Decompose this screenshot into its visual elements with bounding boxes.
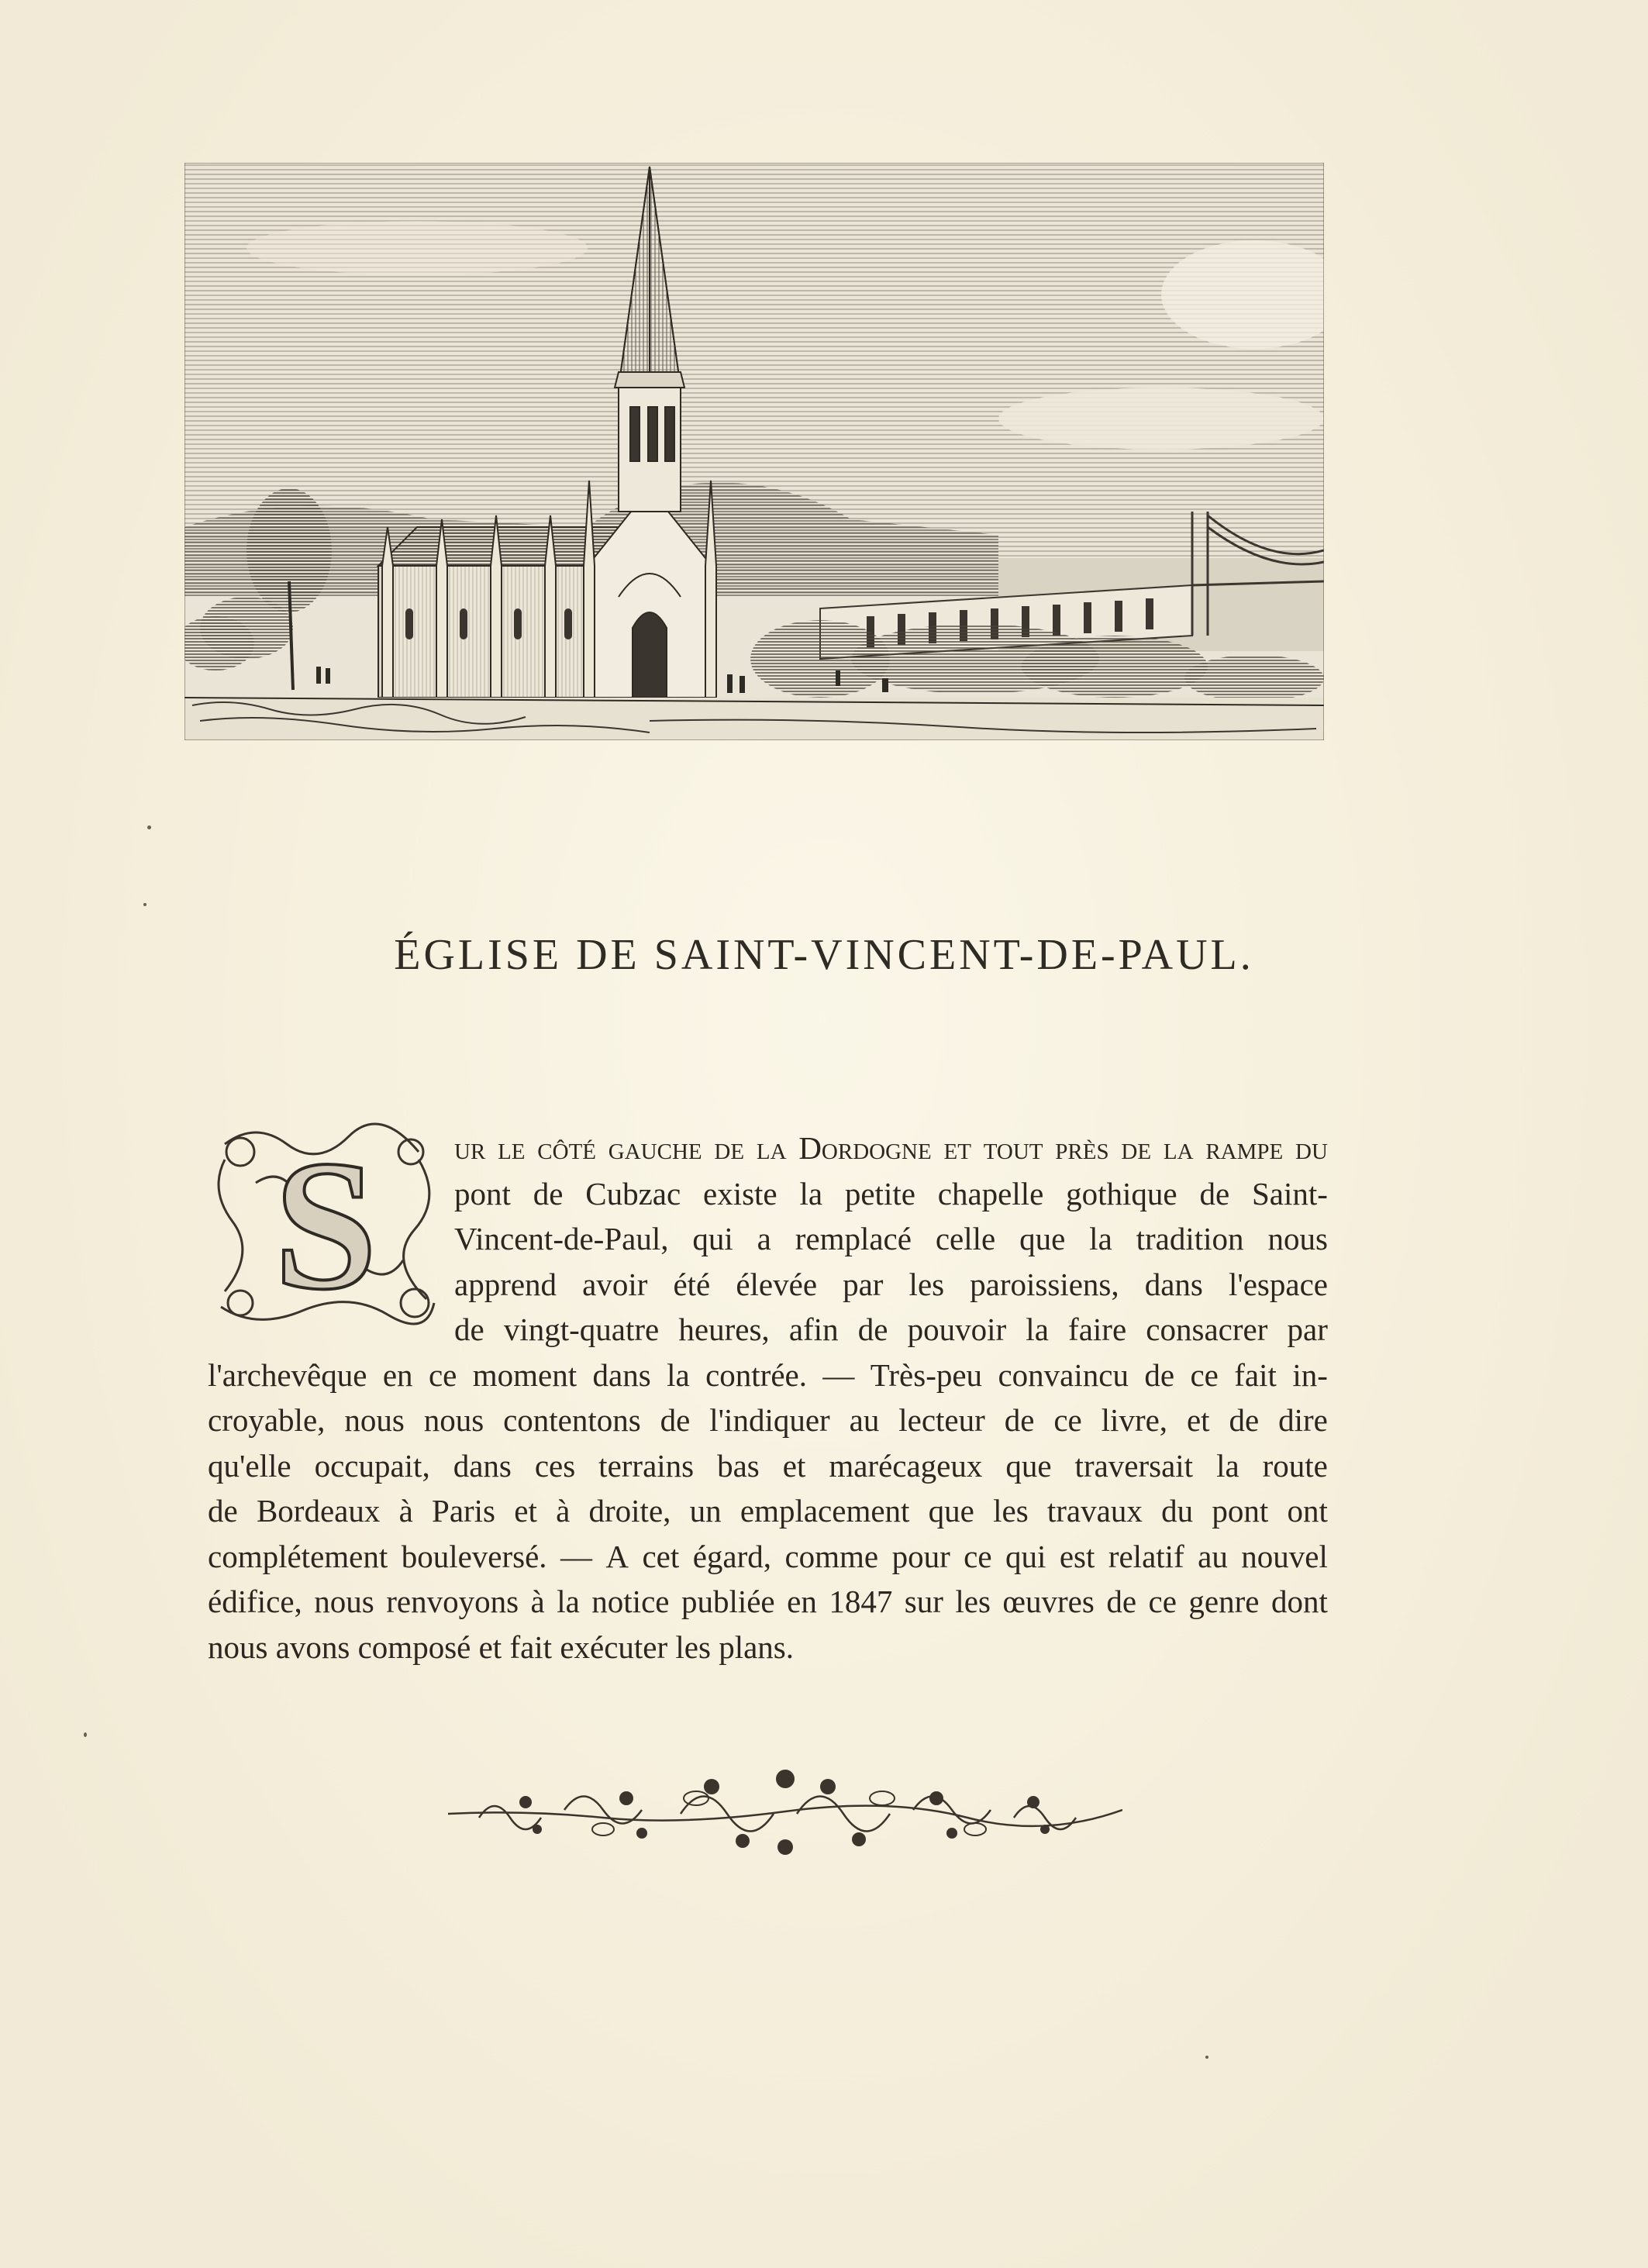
word: cet (642, 1538, 680, 1574)
word: ces (534, 1447, 576, 1484)
word: A (605, 1538, 629, 1574)
word: les (908, 1266, 945, 1302)
word: existe (703, 1175, 777, 1212)
word: ur (454, 1130, 486, 1166)
word: ce (428, 1356, 457, 1393)
body-paragraph (208, 1125, 1328, 1670)
word: nous (314, 1584, 374, 1619)
word: notice (591, 1584, 670, 1619)
word: et (1186, 1402, 1210, 1438)
word: nous (423, 1402, 484, 1438)
word: est (1059, 1538, 1095, 1574)
word: la (799, 1175, 823, 1212)
word: que (1019, 1221, 1066, 1256)
word: de (1229, 1402, 1260, 1438)
word: bouleversé. (401, 1538, 547, 1574)
word: ce (1053, 1402, 1082, 1438)
word: de (660, 1402, 691, 1438)
word: de (1144, 1356, 1175, 1393)
word: l'espace (1228, 1266, 1328, 1302)
word: en (382, 1356, 413, 1393)
word: tout (983, 1130, 1043, 1166)
word: nouvel (1241, 1538, 1328, 1574)
word: pouvoir (907, 1312, 1007, 1347)
word: près (1055, 1130, 1109, 1166)
word: route (1262, 1447, 1328, 1484)
text-line (454, 1125, 1328, 1171)
word: dire (1278, 1402, 1328, 1438)
word: consacrer (1146, 1312, 1268, 1347)
church-engraving (184, 163, 1324, 740)
word: genre (1188, 1584, 1260, 1619)
word: Très-peu (870, 1356, 983, 1393)
text-line (208, 1398, 1328, 1443)
word: nous (1267, 1221, 1328, 1256)
word: moment (472, 1356, 577, 1393)
word: été (673, 1266, 711, 1302)
word: terrains (598, 1447, 695, 1484)
word: Bordeaux (256, 1493, 381, 1529)
word: ce (964, 1538, 992, 1574)
word: par (1287, 1312, 1328, 1347)
word: Cubzac (585, 1175, 681, 1212)
word: dans (453, 1447, 512, 1484)
word: édifice, (208, 1584, 302, 1619)
word: la (1026, 1312, 1049, 1347)
word: côté (537, 1130, 597, 1166)
word: de (533, 1175, 564, 1212)
word: au (849, 1402, 880, 1438)
text-line (454, 1171, 1328, 1217)
word: pont (1212, 1493, 1269, 1529)
paper-speck (1205, 2056, 1208, 2059)
word: à (398, 1493, 413, 1529)
word: à (530, 1584, 545, 1619)
page-title: ÉGLISE DE SAINT-VINCENT-DE-PAUL. (394, 931, 1254, 979)
word: chapelle (937, 1175, 1044, 1212)
word: occupait, (314, 1447, 430, 1484)
word: petite (844, 1175, 915, 1212)
word: que (1005, 1447, 1052, 1484)
word: marécageux (829, 1447, 983, 1484)
word: ce (1190, 1356, 1219, 1393)
word: droite, (588, 1493, 671, 1529)
text-line (454, 1307, 1328, 1353)
word: croyable, (208, 1402, 326, 1438)
word: la (1163, 1130, 1194, 1166)
text-line (454, 1262, 1328, 1308)
word: rampe (1205, 1130, 1284, 1166)
text-line (208, 1534, 1328, 1580)
word: la (1089, 1221, 1112, 1256)
paper-speck (84, 1732, 87, 1737)
word: convaincu (998, 1356, 1129, 1393)
word: pont (454, 1175, 511, 1212)
word: les (993, 1493, 1029, 1529)
word: fait (1234, 1356, 1277, 1393)
paper-speck (147, 826, 151, 829)
word: tradition (1136, 1221, 1244, 1256)
word: de (1004, 1402, 1035, 1438)
text-line: nous avons composé et fait exécuter les plans. (208, 1629, 794, 1665)
word: œuvres (1002, 1584, 1095, 1619)
word: livre, (1101, 1402, 1168, 1438)
word: du (1295, 1130, 1328, 1166)
word: avoir (582, 1266, 648, 1302)
floral-ornament (448, 1756, 1122, 1868)
word: vingt-quatre (503, 1312, 660, 1347)
word: comme (784, 1538, 879, 1574)
word: bas (717, 1447, 760, 1484)
word: afin (788, 1312, 839, 1347)
word: ont (1287, 1493, 1328, 1529)
word: emplacement (740, 1493, 910, 1529)
word: un (689, 1493, 722, 1529)
word: renvoyons (386, 1584, 519, 1619)
word: celle (935, 1221, 996, 1256)
word: l'indiquer (709, 1402, 830, 1438)
word: ce (1148, 1584, 1177, 1619)
word: apprend (454, 1266, 557, 1302)
word: de (1121, 1130, 1152, 1166)
word: la (756, 1130, 787, 1166)
word: au (1198, 1538, 1228, 1574)
word: Dordogne (798, 1130, 932, 1166)
word: de (454, 1312, 484, 1347)
word: heures, (678, 1312, 770, 1347)
paper-speck (143, 903, 147, 906)
word: dans (1144, 1266, 1203, 1302)
word: lecteur (898, 1402, 985, 1438)
word: de (1199, 1175, 1230, 1212)
word: et (782, 1447, 806, 1484)
word: contentons (503, 1402, 641, 1438)
word: publiée (681, 1584, 775, 1619)
word: en (787, 1584, 817, 1619)
word: in- (1292, 1356, 1328, 1393)
word: à (556, 1493, 571, 1529)
word: a (757, 1221, 771, 1256)
word: faire (1068, 1312, 1127, 1347)
word: l'archevêque (208, 1356, 367, 1393)
word: qu'elle (208, 1447, 291, 1484)
word: et (514, 1493, 537, 1529)
text-line (208, 1579, 1328, 1625)
word: dont (1270, 1584, 1328, 1619)
word: qui (1005, 1538, 1046, 1574)
word: la (1216, 1447, 1239, 1484)
word: la (557, 1584, 580, 1619)
word: de (1106, 1584, 1137, 1619)
word: de (208, 1493, 238, 1529)
word: traversait (1074, 1447, 1194, 1484)
word: de (714, 1130, 745, 1166)
word: et (943, 1130, 971, 1166)
word: élevée (736, 1266, 818, 1302)
text-line (208, 1443, 1328, 1489)
word: la (667, 1356, 690, 1393)
text-line (208, 1488, 1328, 1534)
word: nous (344, 1402, 405, 1438)
word: de (857, 1312, 888, 1347)
word: les (955, 1584, 991, 1619)
word: Vincent-de-Paul, (454, 1221, 669, 1256)
word: que (928, 1493, 974, 1529)
word: 1847 (829, 1584, 893, 1619)
word: égard, (692, 1538, 771, 1574)
word: contrée. (705, 1356, 807, 1393)
word: complétement (208, 1538, 388, 1574)
dropcap-letter: S (274, 1122, 378, 1328)
word: pour (891, 1538, 950, 1574)
word: — (822, 1356, 855, 1393)
word: gothique (1066, 1175, 1177, 1212)
text-line (208, 1353, 1328, 1398)
text-line (454, 1216, 1328, 1262)
word: le (498, 1130, 526, 1166)
word: Paris (432, 1493, 496, 1529)
word: — (560, 1538, 592, 1574)
word: sur (904, 1584, 943, 1619)
word: gauche (608, 1130, 702, 1166)
word: dans (592, 1356, 651, 1393)
word: du (1161, 1493, 1194, 1529)
word: qui (692, 1221, 733, 1256)
word: Saint- (1251, 1175, 1328, 1212)
word: travaux (1046, 1493, 1143, 1529)
word: par (843, 1266, 884, 1302)
word: remplacé (795, 1221, 912, 1256)
word: paroissiens, (970, 1266, 1119, 1302)
word: relatif (1108, 1538, 1184, 1574)
